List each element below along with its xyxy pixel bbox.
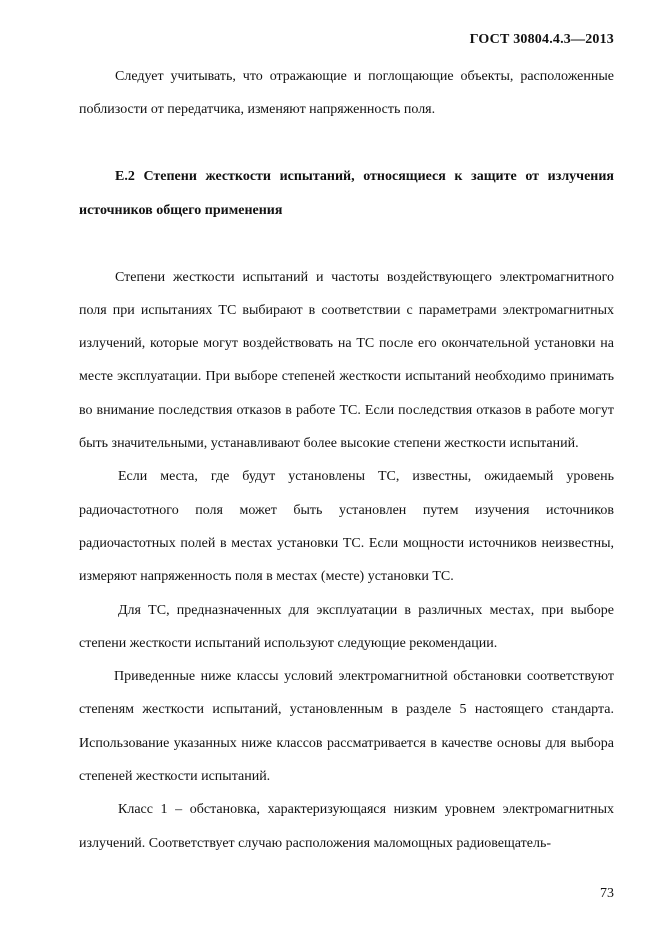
- paragraph-class-1: Класс 1 – обстановка, характеризующаяся низким уровнем электромагнитных излучений. Соответствует случаю расположения маломощных радиовещатель-: [79, 802, 614, 851]
- paragraph-severity-levels: Степени жесткости испытаний и частоты воздействующего электромагнитного поля при испытаниях ТС выбирают в соответствии с параметрами электромагнитных излучений, которые могут воздействовать на ТС после его окончательной установки на месте эксплуатации. При выборе степеней жесткости испытаний необходимо принимать во внимание последствия отказов в работе ТС. Если последствия отказов в работе могут быть значительными, устанавливают более высокие степени жесткости испытаний.: [79, 269, 614, 452]
- standard-header: ГОСТ 30804.4.3—2013: [469, 32, 614, 47]
- paragraph-reflecting-objects: Следует учитывать, что отражающие и поглощающие объекты, расположенные поблизости от передатчика, изменяют напряженность поля.: [79, 69, 614, 118]
- section-heading-e2: Е.2 Степени жесткости испытаний, относящиеся к защите от излучения источников общего применения: [79, 168, 614, 218]
- paragraph-classes: Приведенные ниже классы условий электромагнитной обстановки соответствуют степеням жесткости испытаний, установленным в разделе 5 настоящего стандарта. Использование указанных ниже классов рассматривается в качестве основы для выбора степеней жесткости испытаний.: [79, 669, 614, 785]
- paragraph-known-locations: Если места, где будут установлены ТС, известны, ожидаемый уровень радиочастотного поля может быть установлен путем изучения источников радиочастотных полей в местах установки ТС. Если мощности источников неизвестны, измеряют напряженность поля в местах (месте) установки ТС.: [79, 469, 614, 585]
- page-number: 73: [600, 886, 614, 901]
- document-body: [79, 60, 614, 860]
- paragraph-various-locations: Для ТС, предназначенных для эксплуатации в различных местах, при выборе степени жесткости испытаний используют следующие рекомендации.: [79, 602, 614, 651]
